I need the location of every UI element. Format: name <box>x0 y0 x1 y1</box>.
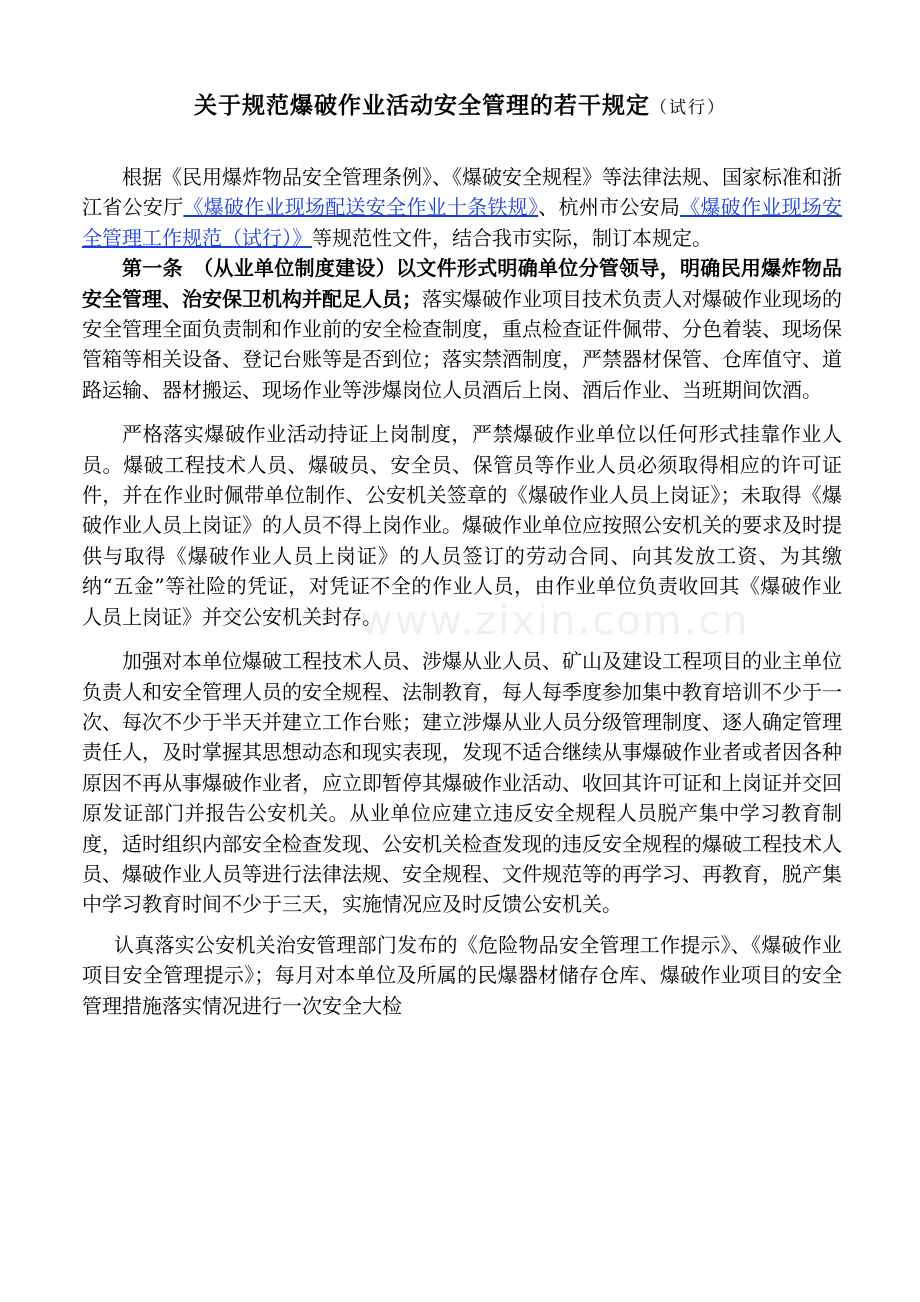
article-1-text: 落实爆破作业项目技术负责人对爆破作业现场的安全管理全面负责制和作业前的安全检查制度，重点检查证件佩带、分色着装、现场保管箱等相关设备、登记台账等是否到位；落实禁酒制度，严禁器材保管、仓库值守、道路运输、器材搬运、现场作业等涉爆岗位人员酒后上岗、酒后作业、当班期间饮酒。 <box>82 286 842 402</box>
paragraph-intro <box>82 162 842 253</box>
paragraph-article-1 <box>82 253 842 405</box>
paragraph-inspection: 认真落实公安机关治安管理部门发布的《危险物品安全管理工作提示》、《爆破作业项目安全管理提示》；每月对本单位及所属的民爆器材储存仓库、爆破作业项目的安全管理措施落实情况进行一次安全大检 <box>82 932 842 1018</box>
paragraph-training: 加强对本单位爆破工程技术人员、涉爆从业人员、矿山及建设工程项目的业主单位负责人和安全管理人员的安全规程、法制教育，每人每季度参加集中教育培训不少于一次、每次不少于半天并建立工作台账；建立涉爆从业人员分级管理制度、逐人确定管理责任人，及时掌握其思想动态和现实表现，发现不适合继续从事爆破作业者或者因各种原因不再从事爆破作业者，应立即暂停其爆破作业活动、收回其许可证和上岗证并交回原发证部门并报告公安机关。从业单位应建立违反安全规程人员脱产集中学习教育制度，适时组织内部安全检查发现、公安机关检查发现的违反安全规程的爆破工程技术人员、爆破作业人员等进行法律法规、安全规程、文件规范等的再学习、再教育，脱产集中学习教育时间不少于三天，实施情况应及时反馈公安机关。 <box>82 649 842 917</box>
paragraph-certification: 严格落实爆破作业活动持证上岗制度，严禁爆破作业单位以任何形式挂靠作业人员。爆破工程技术人员、爆破员、安全员、保管员等作业人员必须取得相应的许可证件，并在作业时佩带单位制作、公安机关签章的《爆破作业人员上岗证》；未取得《爆破作业人员上岗证》的人员不得上岗作业。爆破作业单位应按照公安机关的要求及时提供与取得《爆破作业人员上岗证》的人员签订的劳动合同、向其发放工资、为其缴纳“五金”等社险的凭证，对凭证不全的作业人员，由作业单位负责收回其《爆破作业人员上岗证》并交公安机关封存。 <box>82 422 842 629</box>
intro-text-a: 根据《民用爆炸物品安全管理条例》、《爆破安全规程》等法律法规、国家标准和浙江省公安厅 <box>82 165 842 220</box>
intro-text-b: 、杭州市公安局 <box>538 195 681 220</box>
article-1-heading: 第一条 （从业单位制度建设）以文件形式明确单位分管领导，明确民用爆炸物品安全管理、治安保卫机构并配足人员； <box>82 256 842 311</box>
link-hangzhou-standard[interactable]: 《爆破作业现场安全管理工作规范（试行）》 <box>82 195 843 250</box>
title-note: （试行） <box>650 98 726 118</box>
intro-text-c: 等规范性文件，结合我市实际，制订本规定。 <box>312 225 712 250</box>
title-main: 关于规范爆破作业活动安全管理的若干规定 <box>194 93 650 119</box>
document-body <box>82 162 842 1021</box>
watermark: www.zixin.com.cn <box>360 598 750 644</box>
document-title <box>0 86 920 128</box>
link-zhejiang-rules[interactable]: 《爆破作业现场配送安全作业十条铁规》 <box>183 195 539 220</box>
